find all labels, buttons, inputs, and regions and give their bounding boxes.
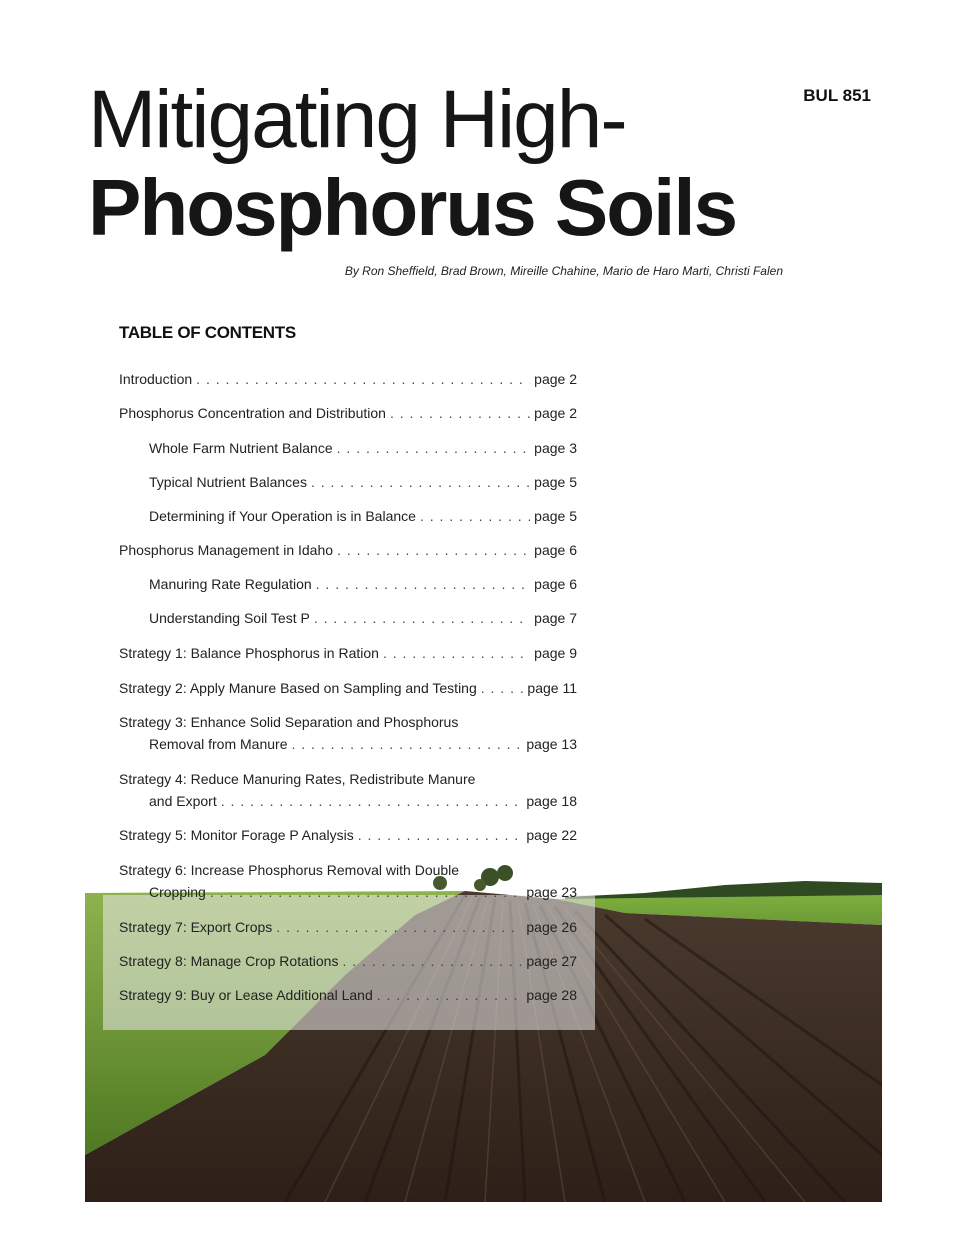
toc-entry-introduction[interactable] [119, 368, 577, 390]
bulletin-number: BUL 851 [803, 86, 871, 105]
toc-entry-title: Strategy 5: Monitor Forage P Analysis [119, 827, 354, 843]
toc-entry-page: page 28 [526, 987, 577, 1003]
toc-entry-title: Whole Farm Nutrient Balance [149, 440, 333, 456]
toc-entry-page: page 3 [534, 440, 577, 456]
toc-entry-strategy-6[interactable] [119, 859, 577, 903]
toc-entry-whole-farm[interactable] [119, 437, 577, 459]
toc-entry-phosphorus-management[interactable] [119, 539, 577, 561]
toc-entry-title: Strategy 2: Apply Manure Based on Sampling and Testing [119, 680, 477, 696]
title-line-2: Phosphorus Soils [88, 163, 737, 252]
toc-entry-strategy-1[interactable] [119, 642, 577, 664]
toc-entry-title: Understanding Soil Test P [149, 610, 310, 626]
toc-entry-determining-balance[interactable] [119, 505, 577, 527]
toc-entry-page: page 13 [526, 736, 577, 752]
toc-entry-title: Strategy 7: Export Crops [119, 919, 273, 935]
toc-entry-page: page 5 [534, 474, 577, 490]
toc-entry-page: page 6 [534, 542, 577, 558]
toc-entry-manuring-rate[interactable] [119, 573, 577, 595]
toc-entry-title: Phosphorus Concentration and Distribution [119, 405, 386, 421]
toc-entry-strategy-8[interactable] [119, 950, 577, 972]
toc-entry-page: page 2 [534, 405, 577, 421]
toc-entry-typical-balances[interactable] [119, 471, 577, 493]
toc-entry-page: page 26 [526, 919, 577, 935]
toc-entry-strategy-9[interactable] [119, 984, 577, 1006]
toc-entry-title: Strategy 9: Buy or Lease Additional Land [119, 987, 373, 1003]
toc-entry-page: page 9 [534, 645, 577, 661]
toc-entry-title: Strategy 8: Manage Crop Rotations [119, 953, 339, 969]
toc-entry-title: Manuring Rate Regulation [149, 576, 312, 592]
toc-heading: TABLE OF CONTENTS [119, 323, 296, 342]
toc-entry-page: page 22 [526, 827, 577, 843]
toc-entry-title-continued: and Export [149, 793, 217, 809]
toc-entry-page: page 23 [526, 884, 577, 900]
toc-entry-page: page 5 [534, 508, 577, 524]
toc-entry-title: Strategy 4: Reduce Manuring Rates, Redistribute Manure [119, 771, 476, 787]
toc-entry-title: Phosphorus Management in Idaho [119, 542, 334, 558]
toc-entry-strategy-5[interactable] [119, 824, 577, 846]
toc-entry-page: page 11 [527, 680, 577, 696]
toc-entry-soil-test[interactable] [119, 607, 577, 629]
title-line-1: Mitigating High- [88, 74, 626, 165]
toc-entry-title: Strategy 6: Increase Phosphorus Removal with Double [119, 862, 460, 878]
toc-entry-strategy-4[interactable] [119, 768, 577, 812]
toc-entry-title: Strategy 3: Enhance Solid Separation and Phosphorus [119, 714, 459, 730]
toc-entry-title: Determining if Your Operation is in Balance [149, 508, 416, 524]
toc-entry-page: page 7 [534, 610, 577, 626]
toc-entry-strategy-2[interactable] [119, 677, 577, 699]
toc-entry-title: Strategy 1: Balance Phosphorus in Ration [119, 645, 379, 661]
toc-entry-page: page 6 [534, 576, 577, 592]
toc-entry-page: page 2 [534, 371, 577, 387]
toc-entry-title-continued: Cropping [149, 884, 206, 900]
toc-entry-strategy-7[interactable] [119, 916, 577, 938]
toc-entry-page: page 27 [526, 953, 577, 969]
toc-entry-title: Introduction [119, 371, 193, 387]
toc-entry-phosphorus-concentration[interactable] [119, 402, 577, 424]
toc-entry-strategy-3[interactable] [119, 711, 577, 755]
toc-entry-title-continued: Removal from Manure [149, 736, 288, 752]
toc-entry-title: Typical Nutrient Balances [149, 474, 307, 490]
author-list: By Ron Sheffield, Brad Brown, Mireille Chahine, Mario de Haro Marti, Christi Falen [344, 264, 783, 278]
toc-entry-page: page 18 [526, 793, 577, 809]
